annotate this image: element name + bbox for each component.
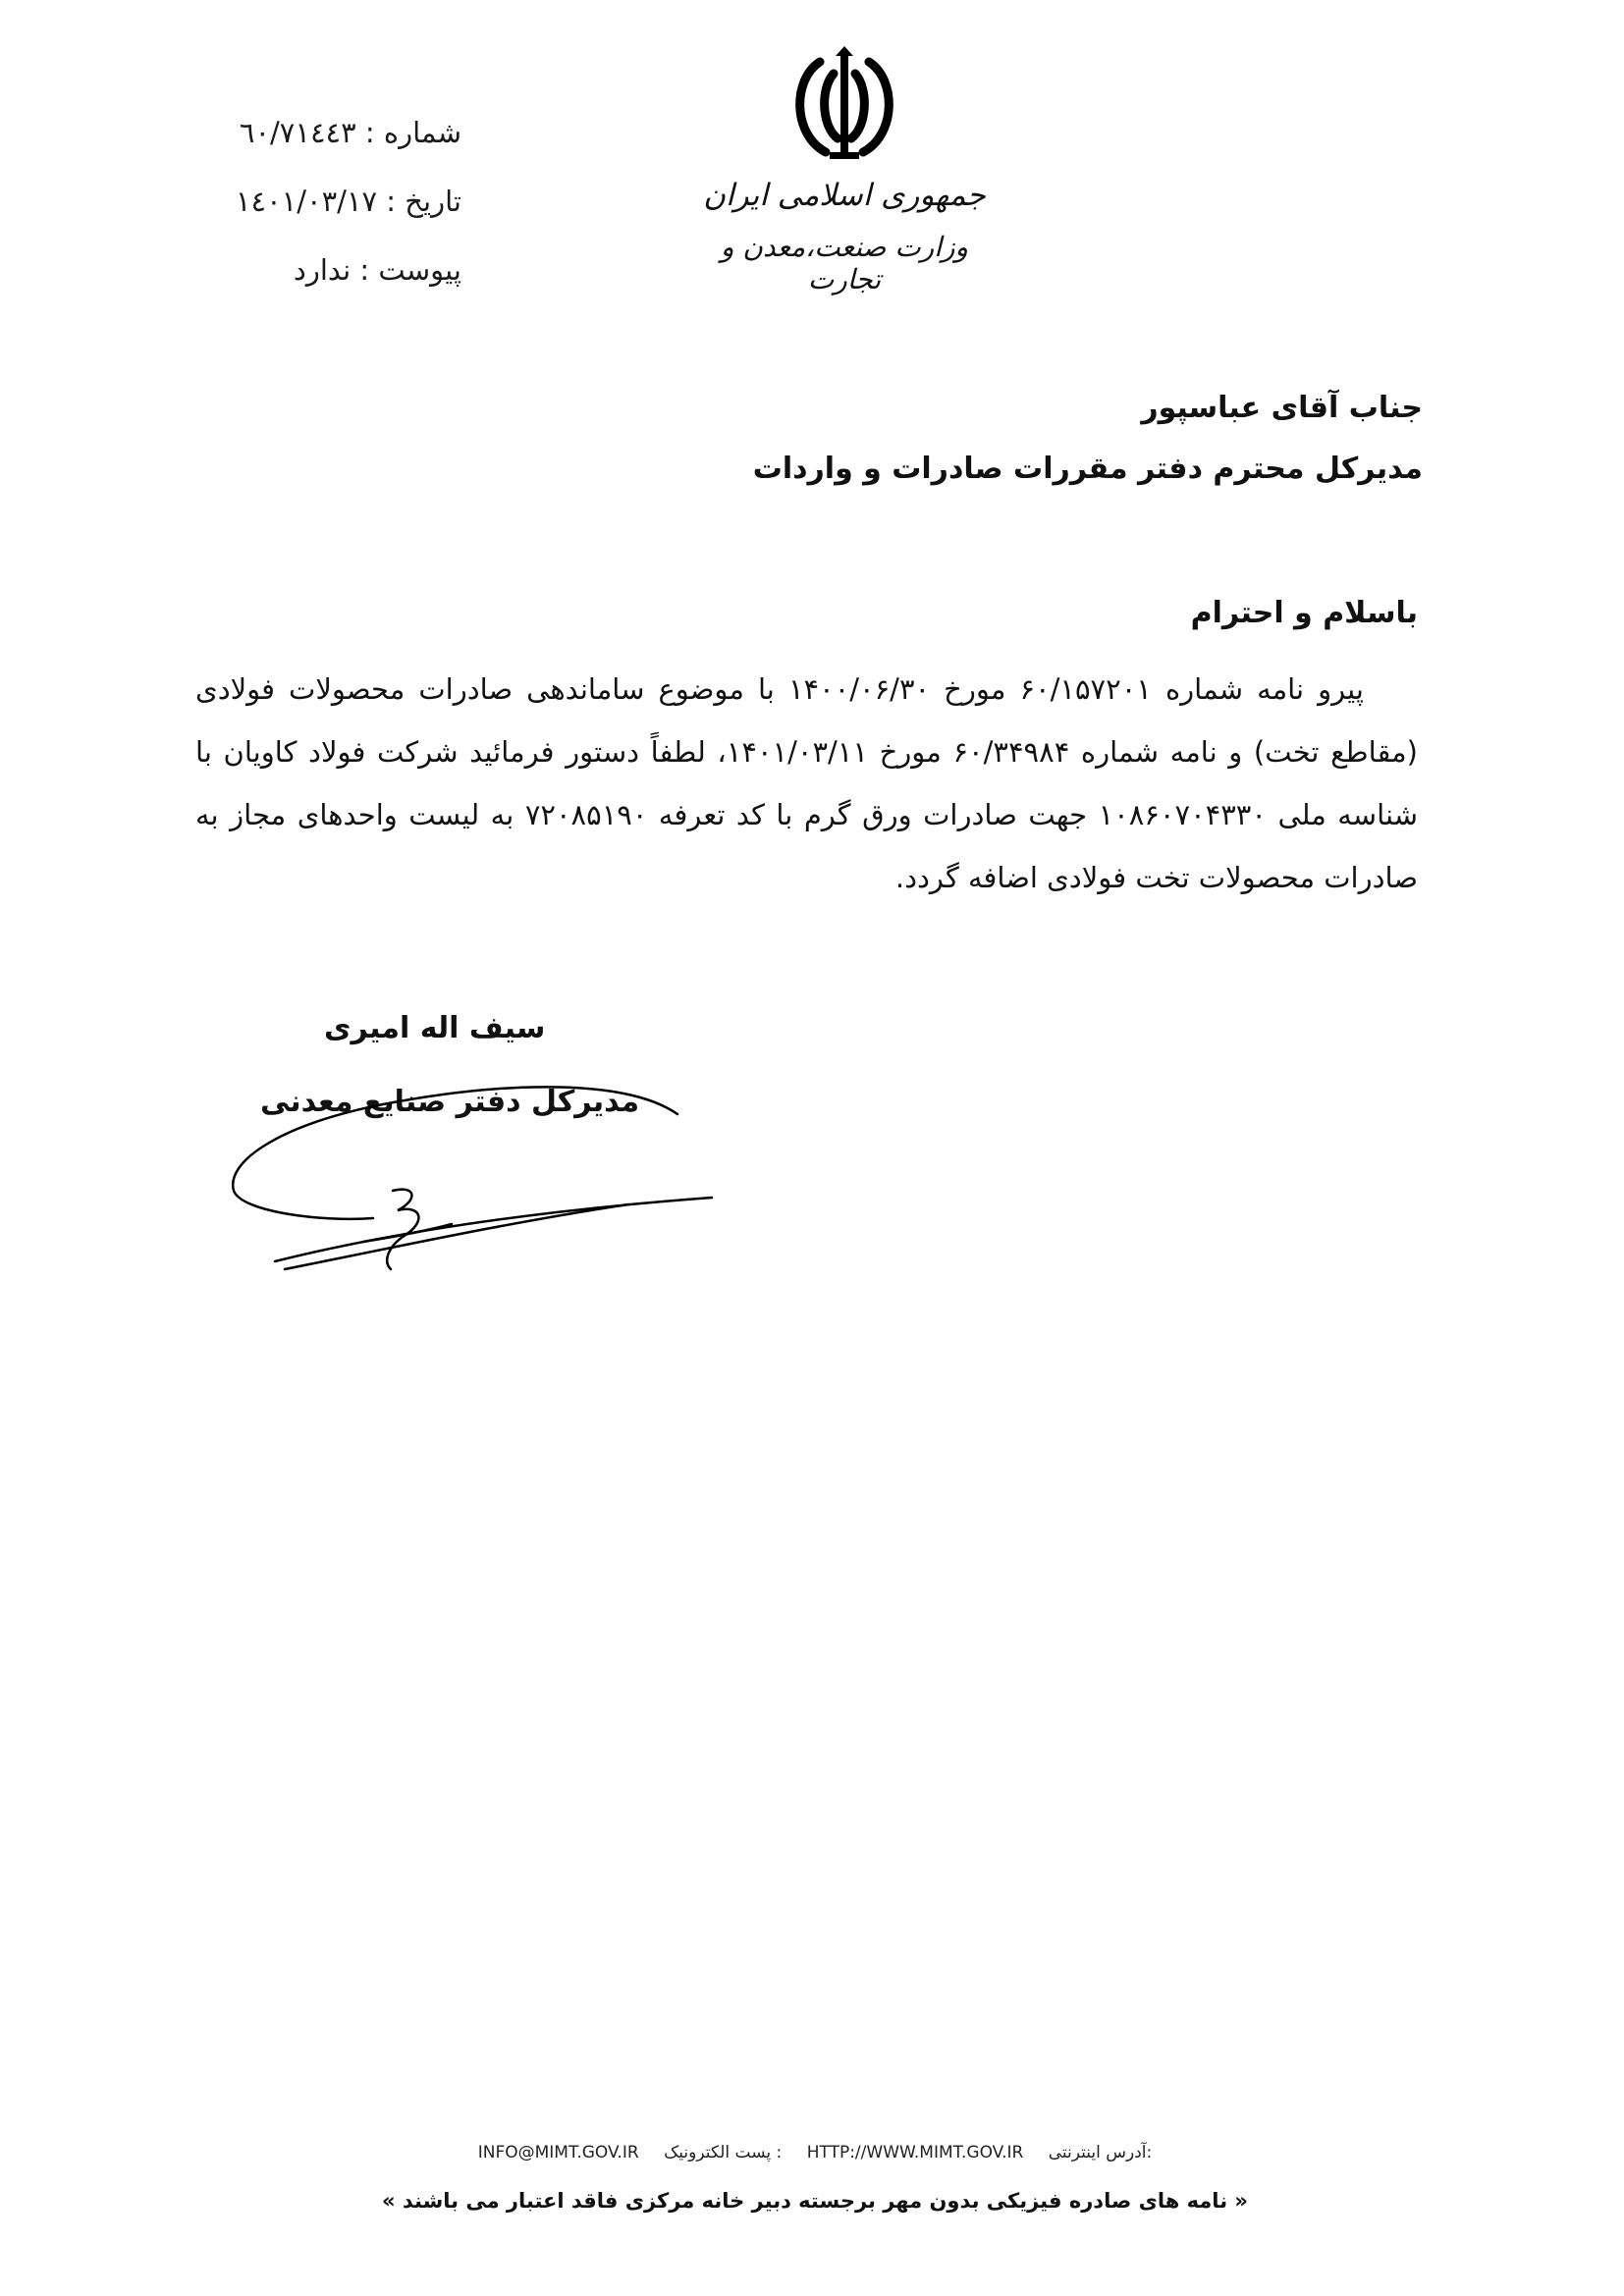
emblem-ministry-name: وزارت صنعت،معدن و تجارت bbox=[720, 231, 969, 295]
recipient-name: جناب آقای عباسپور bbox=[1141, 391, 1423, 425]
greeting: باسلام و احترام bbox=[1190, 596, 1418, 630]
letter-body bbox=[195, 658, 1418, 909]
footer-email-label: پست الکترونیک : bbox=[664, 2143, 783, 2163]
letter-date-row bbox=[167, 167, 461, 236]
recipient-title: مدیرکل محترم دفتر مقررات صادرات و واردات bbox=[752, 452, 1423, 486]
footer-email[interactable]: INFO@MIMT.GOV.IR bbox=[477, 2143, 639, 2163]
letter-attachment-value: ندارد bbox=[293, 253, 352, 287]
letter-attachment-row bbox=[167, 236, 461, 304]
letter-body-paragraph: پیرو نامه شماره ۶۰/۱۵۷۲۰۱ مورخ ۱۴۰۰/۰۶/۳۰ با موضوع ساماندهی صادرات محصولات فولادی (مقاطع تخت) و نامه شماره ۶۰/۳۴۹۸۴ مورخ ۱۴۰۱/۰۳/۱۱، لطفاً دستور فرمائید شرکت فولاد کاویان با شناسه ملی ۱۰۸۶۰۷۰۴۳۳۰ جهت صادرات ورق گرم با کد تعرفه ۷۲۰۸۵۱۹۰ به لیست واحدهای مجاز به صادرات محصولات تخت فولادی اضافه گردد. bbox=[195, 672, 1418, 894]
signer-name: سیف اله امیری bbox=[324, 1011, 546, 1045]
footer-website[interactable]: HTTP://WWW.MIMT.GOV.IR bbox=[806, 2143, 1024, 2163]
letter-number-row bbox=[167, 98, 461, 167]
letter-attachment-label: پیوست : bbox=[359, 253, 461, 287]
letter-number-value: ٦٠/٧١٤٤٣ bbox=[239, 116, 356, 149]
letter-date-label: تاریخ : bbox=[386, 185, 461, 218]
national-emblem-icon bbox=[781, 44, 908, 172]
letter-date-value: ١٤٠١/٠٣/١٧ bbox=[235, 185, 378, 218]
emblem-country-name: جمهوری اسلامی ایران bbox=[703, 178, 986, 213]
handwritten-signature bbox=[216, 1075, 727, 1281]
footer-validity-note: « نامه های صادره فیزیکی بدون مهر برجسته دبیر خانه مرکزی فاقد اعتبار می باشند » bbox=[382, 2189, 1248, 2213]
footer-contact bbox=[442, 2143, 1188, 2163]
recipient-block bbox=[753, 378, 1423, 500]
ministry-emblem bbox=[697, 44, 992, 324]
letter-meta bbox=[167, 98, 461, 304]
footer-website-label: آدرس اینترنتی: bbox=[1048, 2143, 1153, 2163]
letter-number-label: شماره : bbox=[364, 116, 461, 149]
signer-title: مدیرکل دفتر صنایع معدنی bbox=[260, 1085, 640, 1119]
